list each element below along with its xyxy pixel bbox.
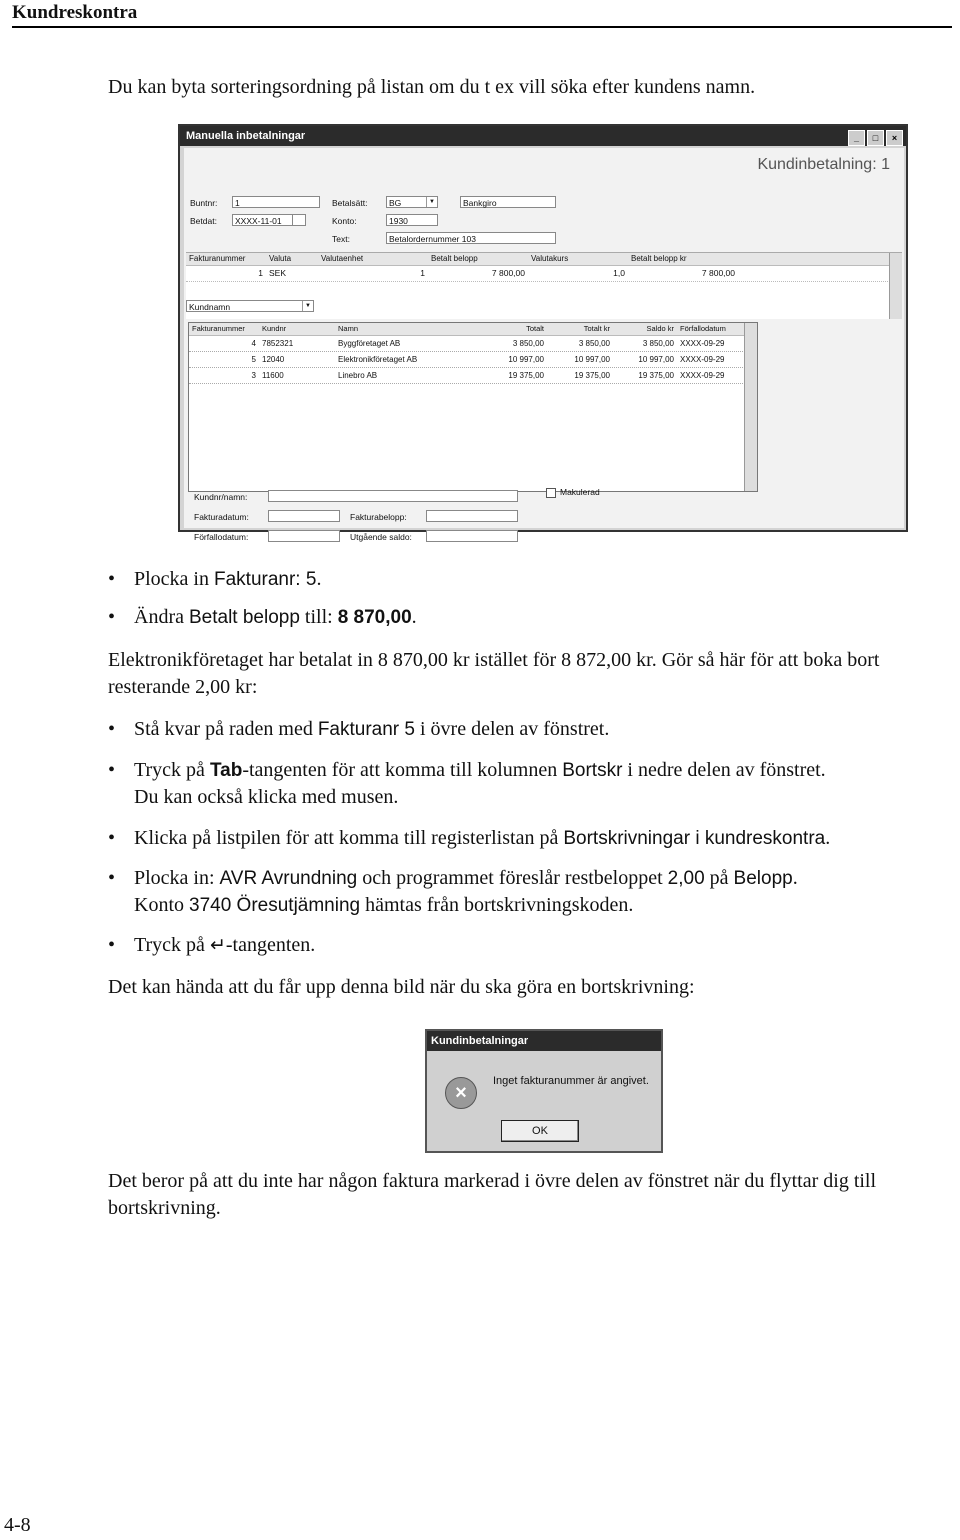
cell: SEK [269, 268, 287, 278]
bullet-text: . [825, 827, 831, 849]
betdat-label: Betdat: [190, 216, 217, 226]
cell: 12040 [262, 355, 285, 364]
col-header: Valutaenhet [321, 254, 364, 263]
bullet-text: Tryck på [134, 759, 210, 781]
dialog-title: Kundinbetalningar [427, 1031, 661, 1051]
cell: 3 850,00 [512, 339, 544, 348]
cell: XXXX-09-29 [680, 355, 725, 364]
bullet-text: i övre delen av fönstret. [414, 718, 610, 740]
cell: 19 375,00 [638, 371, 674, 380]
close-icon[interactable]: × [886, 130, 903, 146]
cell: 19 375,00 [508, 371, 544, 380]
maximize-icon[interactable]: □ [867, 130, 884, 146]
ui-term: Betalt belopp [188, 607, 300, 628]
cell: 1,0 [613, 268, 625, 278]
cell: Byggföretaget AB [338, 339, 401, 348]
window-title: Manuella inbetalningar [186, 130, 306, 142]
bullet-text: Du kan också klicka med musen. [134, 786, 399, 808]
cell: XXXX-09-29 [680, 371, 725, 380]
list-item[interactable] [189, 352, 757, 368]
col-header: Valutakurs [531, 254, 569, 263]
list-scrollbar[interactable] [744, 323, 757, 491]
window-body [184, 148, 904, 542]
ui-term: Bortskr [562, 760, 623, 781]
cell: Elektronikföretaget AB [338, 355, 418, 364]
col-header: Totalt [526, 324, 544, 333]
chevron-down-icon[interactable]: ▼ [426, 197, 437, 207]
ui-term: Bortskrivningar i kundreskontra [563, 828, 826, 849]
text-label: Text: [332, 234, 350, 244]
col-header: Betalt belopp [431, 254, 478, 263]
fakturabelopp-field[interactable] [426, 510, 518, 522]
col-header: Valuta [269, 254, 292, 263]
sort-order-select[interactable] [186, 300, 314, 312]
grid-scrollbar[interactable] [889, 253, 902, 319]
konto-field[interactable]: 1930 [386, 214, 438, 226]
forfallodatum-field[interactable] [268, 530, 340, 542]
betalsatt-name-field: Bankgiro [460, 196, 556, 208]
ui-term: Fakturanr 5 [317, 719, 415, 740]
cell: 3 [251, 371, 256, 380]
makulerad-label: Makulerad [560, 487, 600, 497]
bullet-item [108, 604, 960, 631]
dialog-message: Inget fakturanummer är angivet. [493, 1075, 649, 1087]
ui-term: AVR Avrundning [219, 868, 358, 889]
cell: 7 800,00 [491, 268, 525, 278]
betdat-field[interactable]: XXXX-11-01 [232, 214, 304, 226]
cell: 10 997,00 [508, 355, 544, 364]
ui-term: Fakturanr: 5 [214, 569, 317, 590]
cell: 7 800,00 [701, 268, 735, 278]
paragraph: Elektronikföretaget har betalat in 8 870,00 kr istället för 8 872,00 kr. Gör så här för att boka bort resterande 2,00 kr: [108, 649, 880, 698]
ok-button[interactable]: OK [501, 1120, 579, 1142]
bullet-text: Stå kvar på raden med [134, 718, 318, 740]
bullet-text: Ändra [134, 606, 189, 628]
intro-paragraph: Du kan byta sorteringsordning på listan om du t ex vill söka efter kundens namn. [108, 76, 756, 98]
window-titlebar [180, 126, 906, 146]
bullet-text: . [792, 867, 798, 889]
bullet-text: Plocka in: [134, 867, 220, 889]
cell: Linebro AB [338, 371, 378, 380]
ui-value: 2,00 [667, 868, 705, 889]
calendar-icon[interactable] [292, 214, 306, 226]
text-field[interactable]: Betalordernummer 103 [386, 232, 556, 244]
fakturabelopp-label: Fakturabelopp: [350, 512, 407, 522]
cell: 4 [251, 339, 256, 348]
fakturadatum-label: Fakturadatum: [194, 512, 249, 522]
cell: 3 850,00 [642, 339, 674, 348]
cell: 1 [258, 268, 263, 278]
col-header: Fakturanummer [192, 324, 245, 333]
paragraph: Det beror på att du inte har någon faktura markerad i övre delen av fönstret när du flyttar dig till bortskrivning. [108, 1170, 877, 1219]
kundnr-field[interactable] [268, 490, 518, 502]
bullet-text: . [411, 606, 417, 628]
forfallodatum-label: Förfallodatum: [194, 532, 249, 542]
enter-key-icon: ↵ [209, 935, 226, 956]
list-item[interactable] [189, 368, 757, 384]
running-header: Kundreskontra [12, 2, 952, 28]
cell: 19 375,00 [574, 371, 610, 380]
col-header: Fakturanummer [189, 254, 246, 263]
bunt-label: Buntnr: [190, 198, 218, 208]
cell: 10 997,00 [574, 355, 610, 364]
bullet-item [108, 932, 960, 959]
bullet-text: -tangenten. [225, 934, 316, 956]
bullet-text: Plocka in [134, 568, 214, 590]
cell: 7852321 [262, 339, 294, 348]
cell: 3 850,00 [578, 339, 610, 348]
payment-grid-header [186, 253, 902, 266]
bullet-item [108, 865, 960, 919]
list-item[interactable] [189, 336, 757, 352]
bullet-item [108, 757, 960, 811]
ui-value: 8 870,00 [337, 607, 412, 628]
betalsatt-select[interactable] [386, 196, 438, 208]
col-header: Saldo kr [646, 324, 674, 333]
bullet-item [108, 825, 960, 852]
col-header: Förfallodatum [680, 324, 726, 333]
col-header: Totalt kr [583, 324, 610, 333]
konto-label: Konto: [332, 216, 357, 226]
cell: 5 [251, 355, 256, 364]
bullet-text: till: [299, 606, 338, 628]
ui-term: Belopp [733, 868, 793, 889]
chevron-down-icon[interactable]: ▼ [302, 301, 313, 311]
cell: XXXX-09-29 [680, 339, 725, 348]
col-header: Betalt belopp kr [631, 254, 687, 263]
makulerad-checkbox[interactable] [546, 488, 556, 498]
bunt-field[interactable]: 1 [232, 196, 320, 208]
manual-payments-window [178, 124, 908, 542]
bullet-text: och programmet föreslår restbeloppet [357, 867, 668, 889]
payment-title: Kundinbetalning: 1 [757, 156, 890, 173]
page-number: 4-8 [4, 1514, 31, 1536]
kundnr-label: Kundnr/namn: [194, 492, 248, 502]
key-name: Tab [209, 760, 243, 781]
utgaende-field[interactable] [426, 530, 518, 542]
col-header: Namn [338, 324, 359, 333]
bullet-text: på [704, 867, 734, 889]
sort-order-value: Kundnamn [189, 302, 231, 312]
minimize-icon[interactable]: _ [848, 130, 865, 146]
bullet-text: hämtas från bortskrivningskoden. [360, 894, 634, 916]
bullet-text: Tryck på [134, 934, 210, 956]
bullet-text: Konto [134, 894, 189, 916]
bullet-item [108, 566, 960, 593]
bullet-text: . [316, 568, 322, 590]
fakturadatum-field[interactable] [268, 510, 340, 522]
table-row[interactable] [186, 266, 902, 282]
customer-invoice-list [188, 322, 758, 492]
paragraph: Det kan hända att du får upp denna bild när du ska göra en bortskrivning: [108, 976, 695, 998]
bullet-text: Klicka på listpilen för att komma till registerlistan på [134, 827, 564, 849]
bullet-text: -tangenten för att komma till kolumnen [242, 759, 563, 781]
col-header: Kundnr [262, 324, 287, 333]
error-dialog [425, 1029, 663, 1153]
ui-term: 3740 Öresutjämning [189, 895, 361, 916]
bullet-text: i nedre delen av fönstret. [622, 759, 826, 781]
betalsatt-label: Betalsätt: [332, 198, 368, 208]
cell: 11600 [262, 371, 284, 380]
list-header [189, 323, 757, 336]
cell: 10 997,00 [638, 355, 674, 364]
betalsatt-value: BG [389, 198, 402, 208]
utgaende-label: Utgående saldo: [350, 532, 412, 542]
error-icon: × [445, 1077, 477, 1109]
bullet-item [108, 716, 960, 743]
cell: 1 [420, 268, 425, 278]
